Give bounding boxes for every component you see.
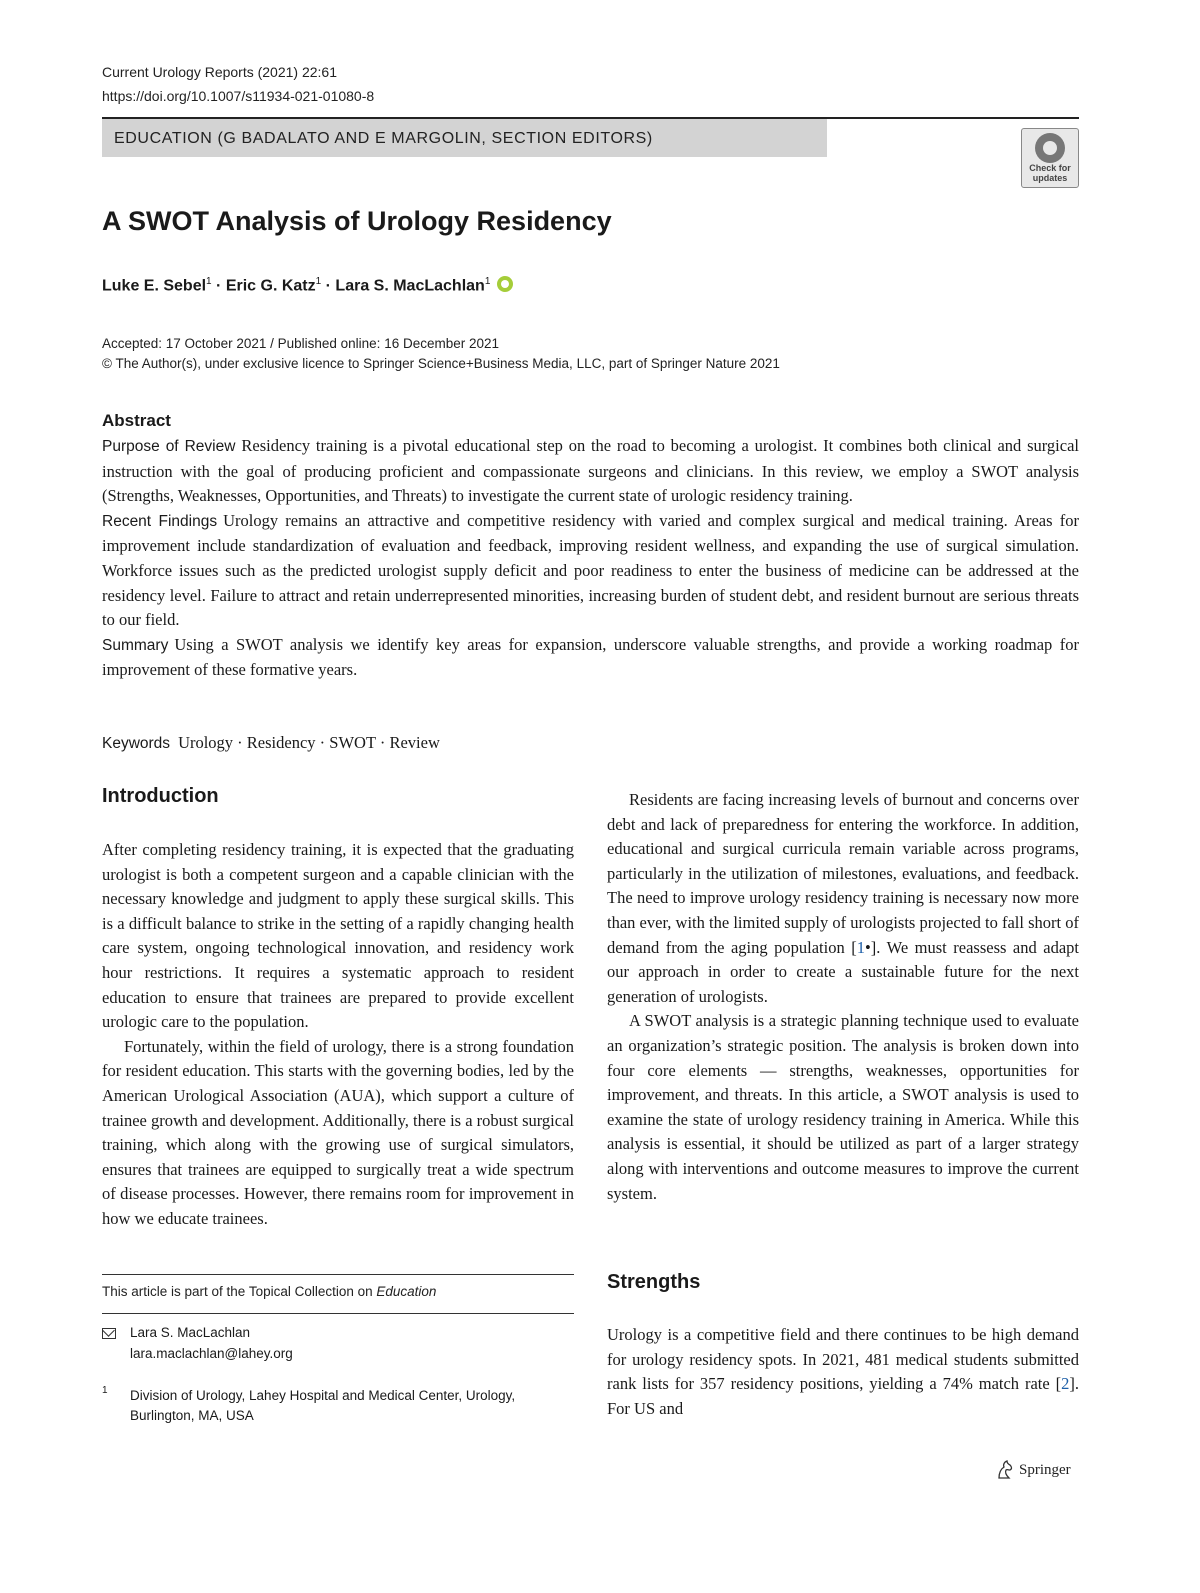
topical-collection-note — [102, 1284, 436, 1299]
crossmark-text-2: updates — [1032, 173, 1068, 183]
abstract-findings — [102, 509, 1079, 633]
abstract-summary — [102, 633, 1079, 683]
author-affiliation-sup: 1 — [206, 276, 212, 287]
author-affiliation-sup: 1 — [484, 276, 491, 287]
intro-paragraph-1: After completing residency training, it is expected that the graduating urologist is both a competent surgeon and a capable clinician with the necessary knowledge and judgment to apply these surgical skills. This is a difficult balance to strike in the setting of a rapidly changing health care system, ongoing technological innovation, and residency work hour restrictions. It requires a systematic approach to resident education to ensure that trainees are prepared to provide excellent urologic care to the population. — [102, 840, 574, 1032]
right-column — [607, 788, 1079, 1206]
left-column — [102, 838, 574, 1232]
journal-citation: Current Urology Reports (2021) 22:61 — [102, 64, 338, 80]
corresponding-author-name: Lara S. MacLachlan — [130, 1325, 251, 1340]
strengths-paragraph-1-text: Urology is a competitive field and there continues to be high demand for urology residency spots. In 2021, 481 medical students submitted rank lists for 357 residency positions, yielding a 74% match rate [ — [607, 1325, 1079, 1394]
strengths-paragraph-1 — [607, 1323, 1079, 1421]
keywords-label: Keywords — [102, 735, 171, 752]
abstract-summary-label: Summary — [102, 636, 169, 654]
footnote-rule — [102, 1274, 574, 1275]
affiliation-text: Division of Urology, Lahey Hospital and Medical Center, Urology, Burlington, MA, USA — [130, 1388, 516, 1423]
author-name[interactable]: Eric G. Katz — [225, 277, 316, 295]
copyright-notice: © The Author(s), under exclusive licence to Springer Science+Business Media, LLC, part of Springer Nature 2021 — [102, 356, 780, 371]
author-name[interactable]: Lara S. MacLachlan — [335, 277, 485, 295]
footnote-rule — [102, 1313, 574, 1314]
citation-link[interactable]: 2 — [1061, 1374, 1070, 1394]
author-list — [102, 276, 513, 295]
springer-horse-icon — [996, 1460, 1014, 1480]
author-name[interactable]: Luke E. Sebel — [102, 277, 207, 295]
section-banner: EDUCATION (G BADALATO AND E MARGOLIN, SECTION EDITORS) — [102, 119, 827, 157]
crossmark-icon — [1035, 133, 1065, 163]
affiliation-number: 1 — [102, 1385, 108, 1396]
author-separator: · — [321, 277, 336, 295]
crossmark-text-1: Check for — [1029, 163, 1071, 173]
abstract-purpose-text: Residency training is a pivotal educational step on the road to becoming a urologist. It combines both clinical and surgical instruction with the goal of producing proficient and compassionate surgeons and clinicians. In this review, we employ a SWOT analysis (Strengths, Weaknesses, Opportunities, and Threats) to investigate the current state of urologic residency training. — [102, 436, 1079, 506]
abstract-body — [102, 434, 1079, 683]
keywords-text: Urology · Residency · SWOT · Review — [178, 733, 440, 752]
abstract-purpose — [102, 434, 1079, 509]
topical-collection-name[interactable]: Education — [376, 1284, 437, 1299]
corresponding-author-email[interactable]: lara.maclachlan@lahey.org — [130, 1346, 293, 1361]
abstract-heading: Abstract — [102, 411, 171, 430]
author-separator: · — [211, 277, 226, 295]
intro-paragraph-2: Fortunately, within the field of urology, there is a strong foundation for resident education. This starts with the governing bodies, led by the American Urological Association (AUA), which support a culture of trainee growth and development. Additionally, there is a robust surgical training, which along with the growing use of surgical simulators, ensures that trainees are equipped to surgically treat a wide spectrum of disease processes. However, there remains room for improvement in how we educate trainees. — [102, 1036, 574, 1228]
strengths-column — [607, 1323, 1079, 1421]
abstract-findings-label: Recent Findings — [102, 512, 218, 530]
abstract-summary-text: Using a SWOT analysis we identify key areas for expansion, underscore valuable strengths, and provide a working roadmap for improvement of these formative years. — [102, 634, 1079, 680]
topical-collection-prefix: This article is part of the Topical Collection on — [102, 1284, 377, 1299]
intro-paragraph-4: A SWOT analysis is a strategic planning technique used to evaluate an organization’s strategic position. The analysis is broken down into four core elements — strengths, weaknesses, opportunities for improvement, and threats. In this article, a SWOT analysis is used to examine the state of urology residency training in America. While this analysis is essential, it should be utilized as part of a larger strategy along with interventions and outcome measures to improve the current system. — [607, 1011, 1079, 1203]
publisher-name: Springer — [1019, 1462, 1071, 1478]
strengths-paragraph-1-text-end: ]. For US and — [607, 1374, 1079, 1418]
abstract-findings-text: Urology remains an attractive and competitive residency with varied and complex surgical and medical training. Areas for improvement include standardization of evaluation and feedback, improving resident wellness, and expanding the use of surgical simulation. Workforce issues such as the predicted urologist supply deficit and poor readiness to enter the business of medicine can be addressed at the residency level. Failure to attract and retain underrepresented minorities, increasing burden of student debt, and resident burnout are serious threats to our field. — [102, 510, 1079, 630]
check-for-updates-badge[interactable] — [1021, 128, 1079, 188]
intro-paragraph-3-text-end: •]. We must reassess and adapt our approach in order to create a sustainable future for the next generation of urologists. — [607, 937, 1079, 1006]
intro-paragraph-3-text: Residents are facing increasing levels of burnout and concerns over debt and lack of preparedness for entering the workforce. In addition, educational and surgical curricula remain variable across programs, particularly in the utilization of milestones, evaluations, and feedback. The need to improve urology residency training is necessary now more than ever, with the limited supply of urologists projected to fall short of demand from the aging population [ — [607, 790, 1079, 957]
envelope-icon — [102, 1328, 116, 1339]
publication-dates: Accepted: 17 October 2021 / Published online: 16 December 2021 — [102, 336, 500, 351]
orcid-icon[interactable] — [497, 276, 513, 292]
doi-link[interactable]: https://doi.org/10.1007/s11934-021-01080-8 — [102, 88, 375, 104]
introduction-heading: Introduction — [102, 785, 219, 807]
keywords — [102, 733, 440, 753]
author-affiliation-sup: 1 — [315, 276, 322, 287]
article-title: A SWOT Analysis of Urology Residency — [102, 206, 612, 236]
intro-paragraph-3 — [607, 788, 1079, 1009]
abstract-purpose-label: Purpose of Review — [102, 438, 236, 455]
citation-link[interactable]: 1 — [856, 937, 865, 957]
strengths-heading: Strengths — [607, 1271, 701, 1293]
